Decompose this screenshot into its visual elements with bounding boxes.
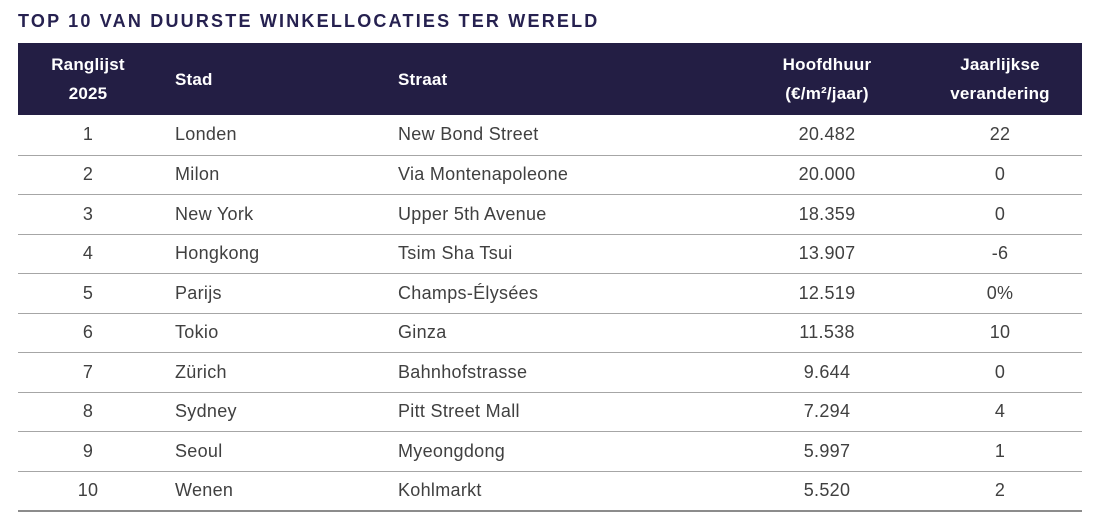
change-cell: 1 — [994, 440, 1006, 461]
rank-cell: 5 — [82, 282, 94, 303]
rank-cell: 6 — [82, 322, 94, 343]
city-cell: Seoul — [175, 440, 223, 461]
table-row — [18, 352, 1082, 392]
street-cell: New Bond Street — [398, 124, 539, 145]
rank-cell: 2 — [82, 164, 94, 185]
column-header-ranglijst-line1: Ranglijst — [51, 55, 125, 74]
column-header-hoofdhuur-line1: Hoofdhuur — [782, 55, 872, 74]
table-row — [18, 392, 1082, 432]
city-cell: Parijs — [175, 282, 222, 303]
rank-cell: 3 — [82, 203, 94, 224]
street-cell: Kohlmarkt — [398, 480, 482, 501]
column-header-verandering-line1: Jaarlijkse — [960, 55, 1040, 74]
column-header-straat-label: Straat — [398, 69, 448, 89]
rent-cell: 20.000 — [798, 164, 856, 185]
rank-cell: 9 — [82, 440, 94, 461]
table-header-row — [18, 43, 1082, 115]
street-cell: Via Montenapoleone — [398, 164, 569, 185]
column-header-ranglijst — [18, 43, 158, 115]
column-header-hoofdhuur — [736, 43, 918, 115]
city-cell: New York — [175, 203, 254, 224]
rent-cell: 13.907 — [798, 243, 856, 264]
column-header-ranglijst-line2: 2025 — [68, 84, 108, 103]
rent-cell: 11.538 — [799, 322, 855, 343]
table-row — [18, 431, 1082, 471]
table-row — [18, 234, 1082, 274]
page-title: TOP 10 VAN DUURSTE WINKELLOCATIES TER WERELD — [18, 11, 600, 31]
rent-cell: 12.519 — [798, 282, 856, 303]
table-row — [18, 115, 1082, 155]
table-row — [18, 273, 1082, 313]
change-cell: 10 — [989, 322, 1011, 343]
table-row — [18, 155, 1082, 195]
city-cell: Londen — [175, 124, 237, 145]
change-cell: 0 — [994, 203, 1006, 224]
column-header-stad-label: Stad — [175, 69, 213, 89]
column-header-verandering — [918, 43, 1082, 115]
rank-cell: 1 — [82, 124, 94, 145]
column-header-verandering-line2: verandering — [950, 84, 1050, 103]
city-cell: Milon — [175, 164, 220, 185]
change-cell: 0 — [994, 164, 1006, 185]
rank-cell: 7 — [82, 361, 94, 382]
column-header-stad — [158, 43, 380, 115]
city-cell: Zürich — [175, 361, 227, 382]
rank-cell: 10 — [77, 480, 99, 501]
change-cell: 2 — [994, 480, 1006, 501]
change-cell: 22 — [989, 124, 1011, 145]
table-row — [18, 471, 1082, 511]
change-cell: 0 — [994, 361, 1006, 382]
ranking-table — [18, 43, 1082, 512]
rent-cell: 20.482 — [798, 124, 856, 145]
city-cell: Sydney — [175, 401, 237, 422]
rank-cell: 4 — [82, 243, 94, 264]
street-cell: Bahnhofstrasse — [398, 361, 528, 382]
city-cell: Tokio — [175, 322, 219, 343]
street-cell: Tsim Sha Tsui — [398, 243, 513, 264]
table-row — [18, 194, 1082, 234]
column-header-straat — [380, 43, 736, 115]
city-cell: Wenen — [175, 480, 234, 501]
rent-cell: 5.997 — [803, 440, 851, 461]
rent-cell: 7.294 — [803, 401, 851, 422]
table-row — [18, 313, 1082, 353]
street-cell: Myeongdong — [398, 440, 506, 461]
table-body — [18, 115, 1082, 510]
change-cell: -6 — [991, 243, 1009, 264]
rank-cell: 8 — [82, 401, 94, 422]
change-cell: 4 — [994, 401, 1006, 422]
rent-cell: 18.359 — [798, 203, 856, 224]
street-cell: Champs-Élysées — [398, 282, 539, 303]
street-cell: Pitt Street Mall — [398, 401, 520, 422]
city-cell: Hongkong — [175, 243, 260, 264]
street-cell: Ginza — [398, 322, 447, 343]
street-cell: Upper 5th Avenue — [398, 203, 547, 224]
rent-cell: 9.644 — [803, 361, 851, 382]
rent-cell: 5.520 — [803, 480, 851, 501]
change-cell: 0% — [986, 282, 1014, 303]
column-header-hoofdhuur-line2: (€/m²/jaar) — [785, 84, 869, 103]
